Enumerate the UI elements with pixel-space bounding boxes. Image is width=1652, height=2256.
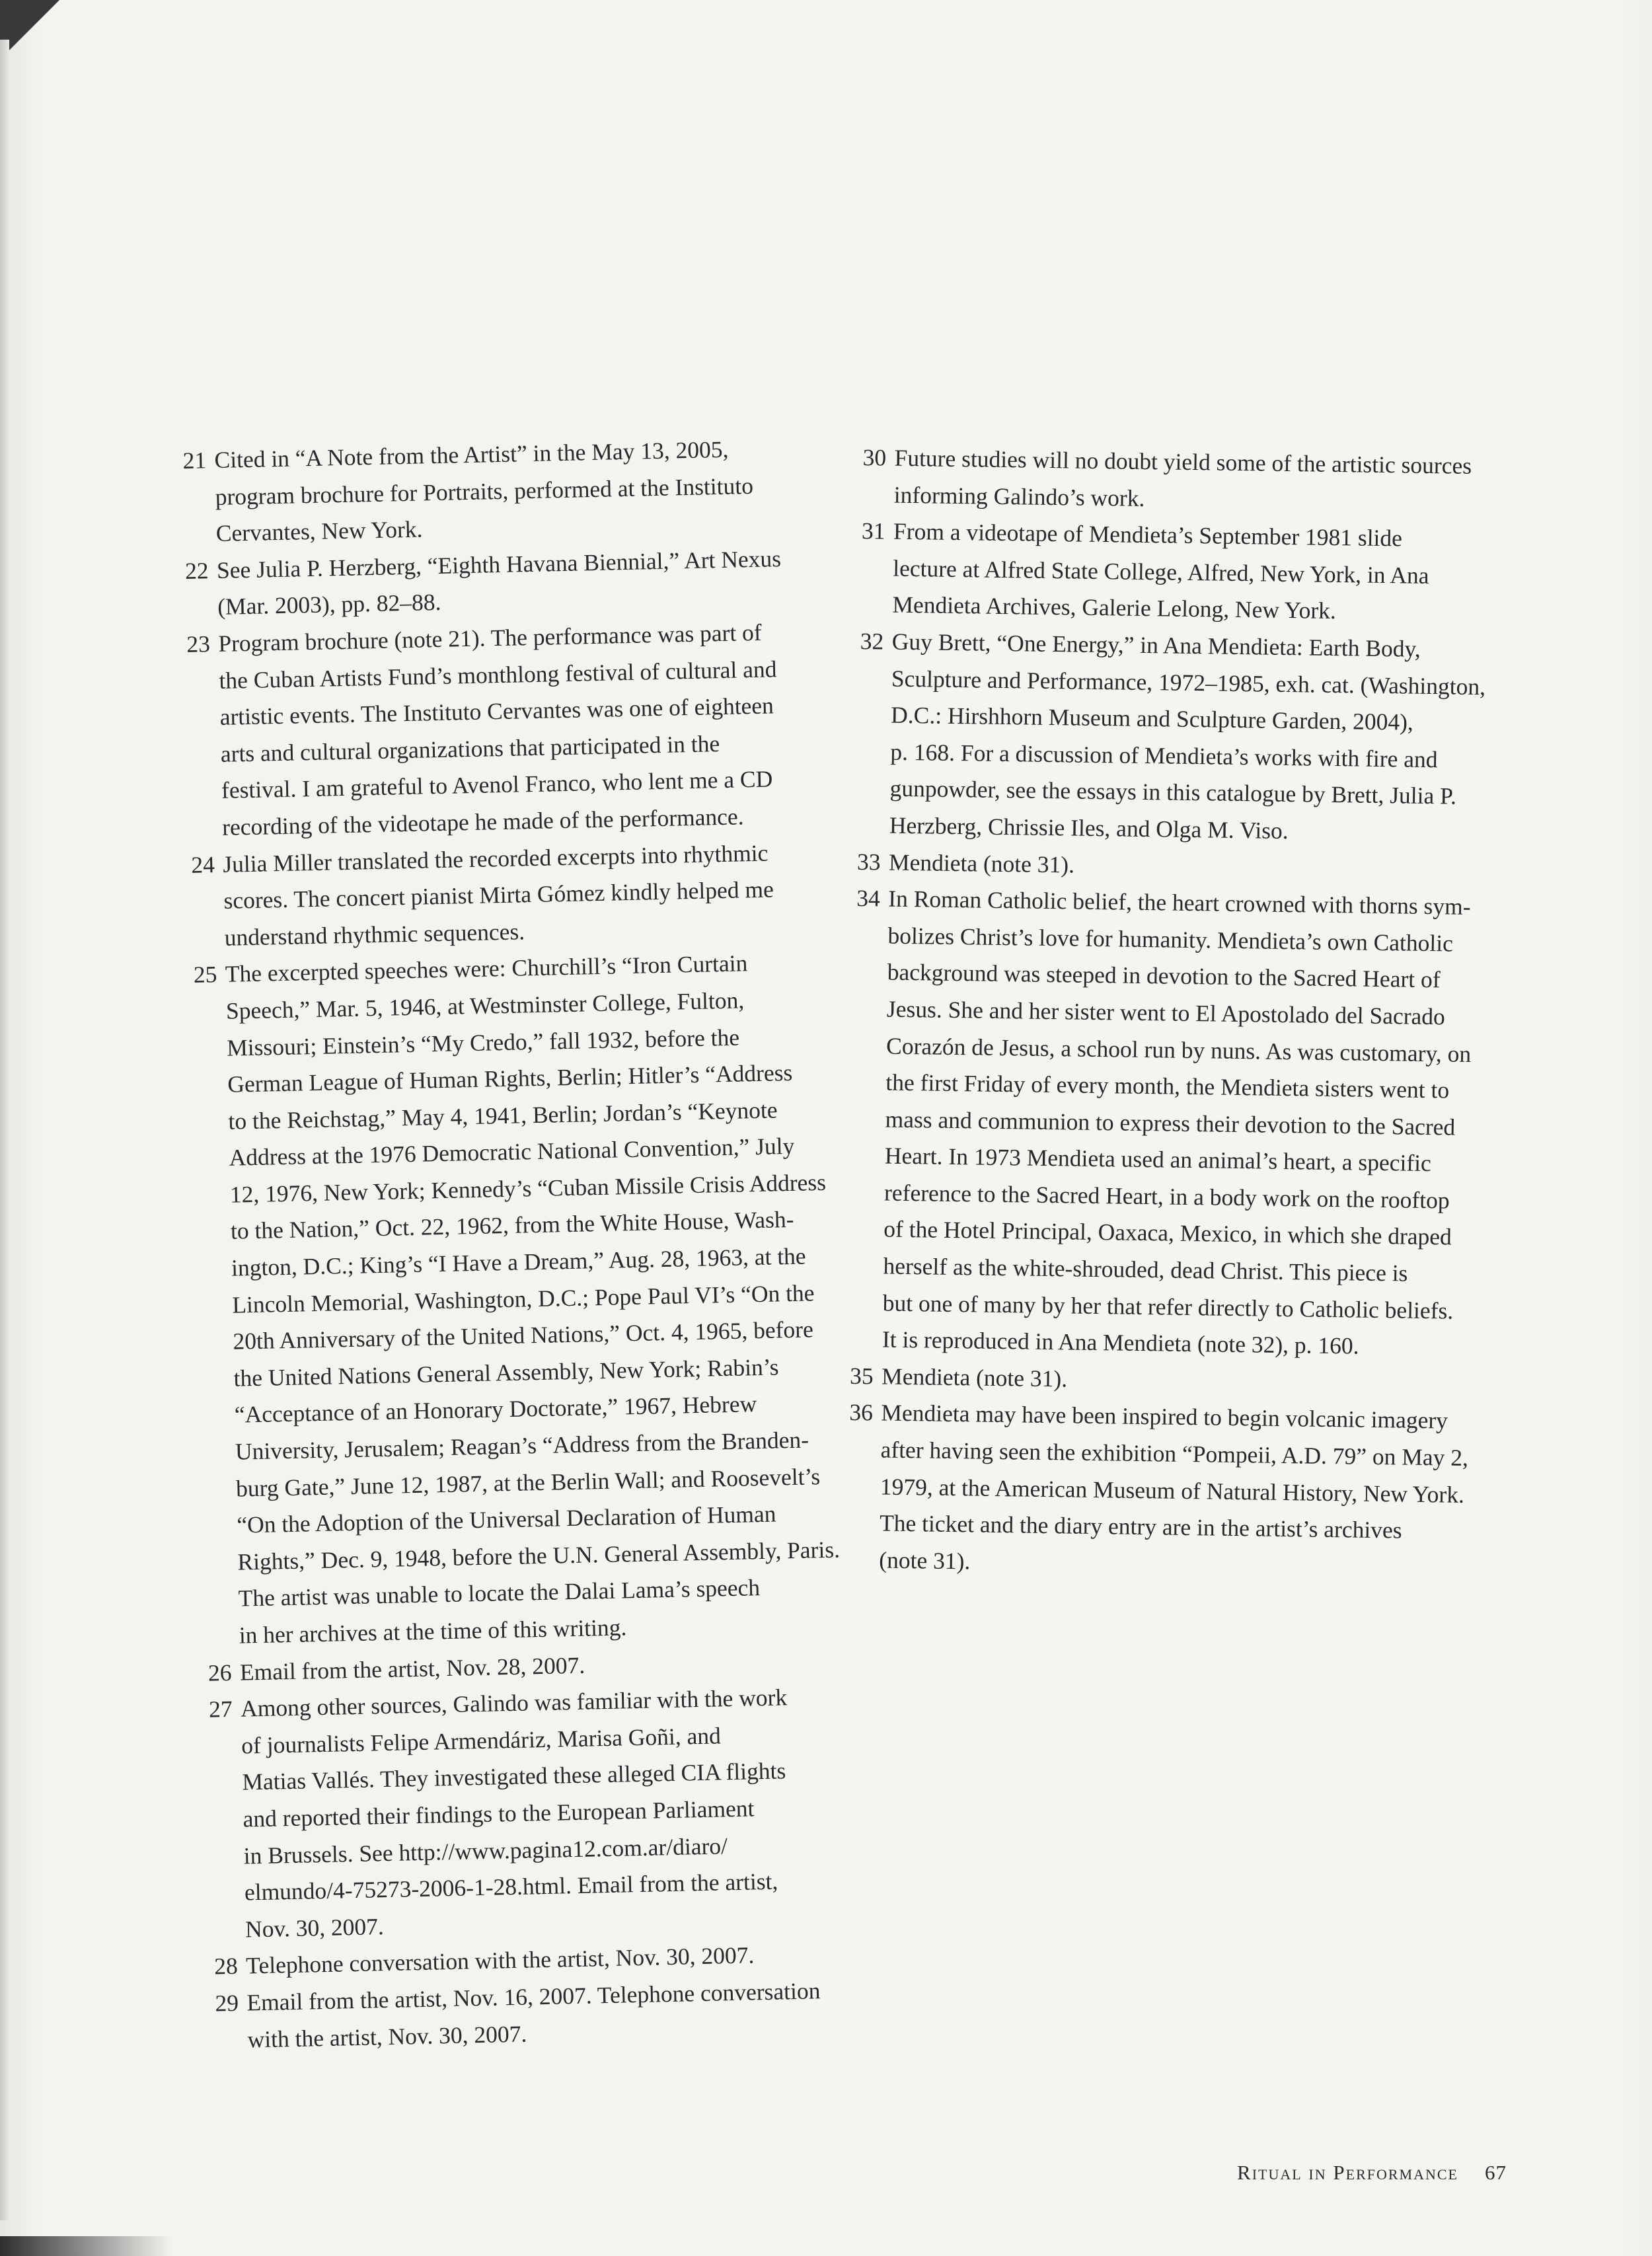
endnote-line: of the Hotel Principal, Oaxaca, Mexico, in which she draped bbox=[883, 1216, 1452, 1251]
endnote-number: 29 bbox=[215, 1989, 239, 2017]
endnote-line: Missouri; Einstein’s “My Credo,” fall 1932, before the bbox=[226, 1024, 740, 1061]
endnote bbox=[193, 943, 875, 1655]
endnote-number: 35 bbox=[849, 1362, 874, 1390]
endnote-line: understand rhythmic sequences. bbox=[224, 918, 525, 951]
endnote-line: the Cuban Artists Fund’s monthlong festival of cultural and bbox=[219, 655, 777, 694]
endnote-line: Mendieta may have been inspired to begin volcanic imagery bbox=[881, 1399, 1448, 1434]
running-head: Ritual in Performance bbox=[1237, 2161, 1458, 2184]
left-notes-column bbox=[182, 429, 883, 2059]
endnote bbox=[191, 833, 860, 957]
endnote-line: See Julia P. Herzberg, “Eighth Havana Biennial,” Art Nexus bbox=[216, 545, 782, 583]
endnote-line: in Brussels. See http://www.pagina12.com.ar/diaro/ bbox=[243, 1832, 728, 1869]
endnote bbox=[857, 623, 1508, 852]
endnote-line: herself as the white-shrouded, dead Christ. This piece is bbox=[883, 1252, 1408, 1287]
endnote-line: festival. I am grateful to Avenol Franco, who lent me a CD bbox=[221, 765, 773, 804]
endnote-line: reference to the Sacred Heart, in a body work on the rooftop bbox=[883, 1179, 1450, 1214]
endnote-line: but one of many by her that refer directly to Catholic beliefs. bbox=[882, 1289, 1454, 1324]
endnote-line: Among other sources, Galindo was familiar with the work bbox=[240, 1684, 788, 1722]
page-footer bbox=[1237, 2161, 1507, 2185]
right-notes-column bbox=[847, 439, 1511, 1587]
endnote-text bbox=[225, 943, 875, 1654]
endnote-line: to the Reichstag,” May 4, 1941, Berlin; Jordan’s “Keynote bbox=[228, 1096, 778, 1135]
endnote-text bbox=[246, 1971, 883, 2058]
endnote-line: bolizes Christ’s love for humanity. Mendieta’s own Catholic bbox=[887, 922, 1454, 957]
endnote-text bbox=[218, 613, 858, 846]
endnote-line: The excerpted speeches were: Churchill’s “Iron Curtain bbox=[225, 950, 748, 988]
endnote-line: “Acceptance of an Honorary Doctorate,” 1967, Hebrew bbox=[234, 1390, 757, 1429]
endnote-line: Nov. 30, 2007. bbox=[244, 1912, 385, 1943]
endnote-line: Mendieta (note 31). bbox=[888, 848, 1075, 878]
endnote-text bbox=[241, 1678, 882, 1948]
endnote-line: 20th Anniversary of the United Nations,” Oct. 4, 1965, before bbox=[233, 1316, 814, 1355]
endnote-line: Guy Brett, “One Energy,” in Ana Mendieta: Earth Body, bbox=[891, 628, 1421, 662]
endnote-number: 32 bbox=[860, 627, 884, 655]
endnote-line: 12, 1976, New York; Kennedy’s “Cuban Missile Crisis Address bbox=[229, 1168, 827, 1208]
endnote-text bbox=[893, 440, 1510, 522]
endnote-number: 28 bbox=[213, 1953, 239, 1980]
endnote-line: with the artist, Nov. 30, 2007. bbox=[247, 2020, 527, 2052]
endnote-text bbox=[223, 833, 860, 956]
endnote-number: 27 bbox=[208, 1696, 233, 1723]
endnote-line: scores. The concert pianist Mirta Gómez kindly helped me bbox=[223, 876, 774, 914]
endnote-number: 30 bbox=[862, 443, 887, 471]
endnote-line: arts and cultural organizations that participated in the bbox=[220, 730, 720, 767]
endnote-number: 26 bbox=[207, 1659, 232, 1686]
endnote-line: 1979, at the American Museum of Natural History, New York. bbox=[880, 1473, 1465, 1508]
endnote-line: Julia Miller translated the recorded excerpts into rhythmic bbox=[222, 839, 769, 878]
endnote-line: Address at the 1976 Democratic National Convention,” July bbox=[229, 1133, 795, 1172]
bottom-edge-shadow bbox=[0, 2236, 172, 2256]
endnote bbox=[215, 1971, 883, 2058]
endnote-line: Mendieta (note 31). bbox=[881, 1363, 1068, 1392]
endnote-text bbox=[892, 513, 1509, 632]
endnote-line: informing Galindo’s work. bbox=[893, 481, 1145, 511]
endnote-number: 23 bbox=[186, 630, 211, 658]
endnote-line: and reported their findings to the European Parliament bbox=[243, 1795, 755, 1832]
endnote-line: to the Nation,” Oct. 22, 1962, from the White House, Wash- bbox=[230, 1206, 794, 1245]
page-number: 67 bbox=[1485, 2161, 1507, 2184]
endnote-text bbox=[879, 1395, 1497, 1587]
endnote-line: recording of the videotape he made of the performance. bbox=[221, 803, 744, 841]
endnote-line: University, Jerusalem; Reagan’s “Address from the Branden- bbox=[235, 1426, 809, 1465]
endnote-text bbox=[214, 429, 852, 552]
endnote bbox=[860, 513, 1509, 632]
endnote-number: 21 bbox=[182, 447, 207, 474]
endnote-line: Matias Vallés. They investigated these alleged CIA flights bbox=[242, 1757, 786, 1795]
endnote-number: 22 bbox=[184, 556, 209, 584]
endnote-line: artistic events. The Instituto Cervantes was one of eighteen bbox=[219, 692, 774, 731]
endnote-line: Cervantes, New York. bbox=[215, 515, 423, 547]
endnote-line: Herzberg, Chrissie Iles, and Olga M. Viso. bbox=[889, 811, 1289, 844]
endnote-line: program brochure for Portraits, performed at the Instituto bbox=[215, 472, 754, 510]
endnote bbox=[184, 539, 853, 626]
endnote-line: From a videotape of Mendieta’s September 1981 slide bbox=[893, 517, 1403, 552]
endnote-line: after having seen the exhibition “Pompeii, A.D. 79” on May 2, bbox=[880, 1436, 1469, 1471]
endnote-line: Email from the artist, Nov. 28, 2007. bbox=[239, 1651, 585, 1686]
endnote-line: burg Gate,” June 12, 1987, at the Berlin Wall; and Roosevelt’s bbox=[235, 1462, 821, 1502]
endnote-line: ington, D.C.; King’s “I Have a Dream,” Aug. 28, 1963, at the bbox=[231, 1242, 806, 1281]
endnote-line: in her archives at the time of this writing. bbox=[239, 1614, 627, 1649]
endnote-line: Future studies will no doubt yield some of the artistic sources bbox=[894, 444, 1472, 479]
endnote-number: 34 bbox=[856, 885, 881, 912]
endnote-number: 36 bbox=[849, 1399, 874, 1426]
endnote-line: Email from the artist, Nov. 16, 2007. Telephone conversation bbox=[246, 1977, 821, 2016]
endnote-line: “On the Adoption of the Universal Declaration of Human bbox=[236, 1500, 776, 1538]
endnote-line: Mendieta Archives, Galerie Lelong, New York. bbox=[892, 591, 1337, 624]
endnote-line: the first Friday of every month, the Mendieta sisters went to bbox=[885, 1069, 1450, 1104]
endnote-line: Program brochure (note 21). The performance was part of bbox=[217, 619, 763, 657]
endnote bbox=[209, 1678, 882, 1949]
endnote-line: Cited in “A Note from the Artist” in the May 13, 2005, bbox=[214, 435, 729, 473]
endnote-text bbox=[216, 539, 853, 626]
endnote-number: 31 bbox=[861, 517, 885, 545]
endnote-line: German League of Human Rights, Berlin; Hitler’s “Address bbox=[227, 1059, 793, 1098]
endnote-line: It is reproduced in Ana Mendieta (note 32), p. 160. bbox=[882, 1326, 1359, 1359]
endnote-line: Lincoln Memorial, Washington, D.C.; Pope Paul VI’s “On the bbox=[231, 1279, 815, 1318]
endnote bbox=[186, 613, 858, 847]
endnote-line: The ticket and the diary entry are in the artist’s archives bbox=[879, 1509, 1402, 1544]
endnote-text bbox=[889, 624, 1508, 853]
endnote-line: gunpowder, see the essays in this catalogue by Brett, Julia P. bbox=[889, 774, 1457, 809]
endnote-number: 24 bbox=[190, 850, 215, 878]
endnote-line: Jesus. She and her sister went to El Apostolado del Sacrado bbox=[886, 995, 1446, 1030]
endnote bbox=[182, 429, 852, 553]
endnote-number: 25 bbox=[193, 961, 217, 989]
endnote-line: Corazón de Jesus, a school run by nuns. As was customary, on bbox=[885, 1032, 1472, 1067]
endnote-line: the United Nations General Assembly, New York; Rabin’s bbox=[233, 1353, 779, 1392]
endnote-line: Speech,” Mar. 5, 1946, at Westminster College, Fulton, bbox=[225, 987, 745, 1024]
endnote bbox=[847, 1394, 1497, 1587]
endnote-line: background was steeped in devotion to the Sacred Heart of bbox=[887, 958, 1441, 993]
endnote-line: The artist was unable to locate the Dalai Lama’s speech bbox=[238, 1574, 761, 1612]
endnote-line: Sculpture and Performance, 1972–1985, exh. cat. (Washington, bbox=[891, 665, 1486, 700]
endnote-line: Rights,” Dec. 9, 1948, before the U.N. General Assembly, Paris. bbox=[237, 1536, 841, 1575]
endnote bbox=[850, 880, 1505, 1367]
endnote-line: (Mar. 2003), pp. 82–88. bbox=[217, 589, 441, 620]
endnote-line: Heart. In 1973 Mendieta used an animal’s heart, a specific bbox=[884, 1142, 1432, 1177]
endnote-line: lecture at Alfred State College, Alfred, New York, in Ana bbox=[893, 554, 1429, 589]
endnote-line: of journalists Felipe Armendáriz, Marisa Goñi, and bbox=[241, 1722, 722, 1759]
endnote-line: D.C.: Hirshhorn Museum and Sculpture Garden, 2004), bbox=[890, 701, 1414, 735]
endnote-line: mass and communion to express their devotion to the Sacred bbox=[885, 1106, 1456, 1141]
endnote-line: In Roman Catholic belief, the heart crowned with thorns sym- bbox=[888, 885, 1471, 921]
endnote-number: 33 bbox=[856, 848, 881, 875]
page-gutter bbox=[0, 40, 9, 2220]
endnote-line: Telephone conversation with the artist, Nov. 30, 2007. bbox=[245, 1941, 755, 1979]
endnote-line: (note 31). bbox=[879, 1546, 971, 1575]
endnote-line: p. 168. For a discussion of Mendieta’s works with fire and bbox=[890, 738, 1438, 772]
endnote bbox=[862, 439, 1510, 522]
endnote-line: elmundo/4-75273-2006-1-28.html. Email from the artist, bbox=[244, 1867, 778, 1906]
endnote-text bbox=[882, 881, 1505, 1367]
